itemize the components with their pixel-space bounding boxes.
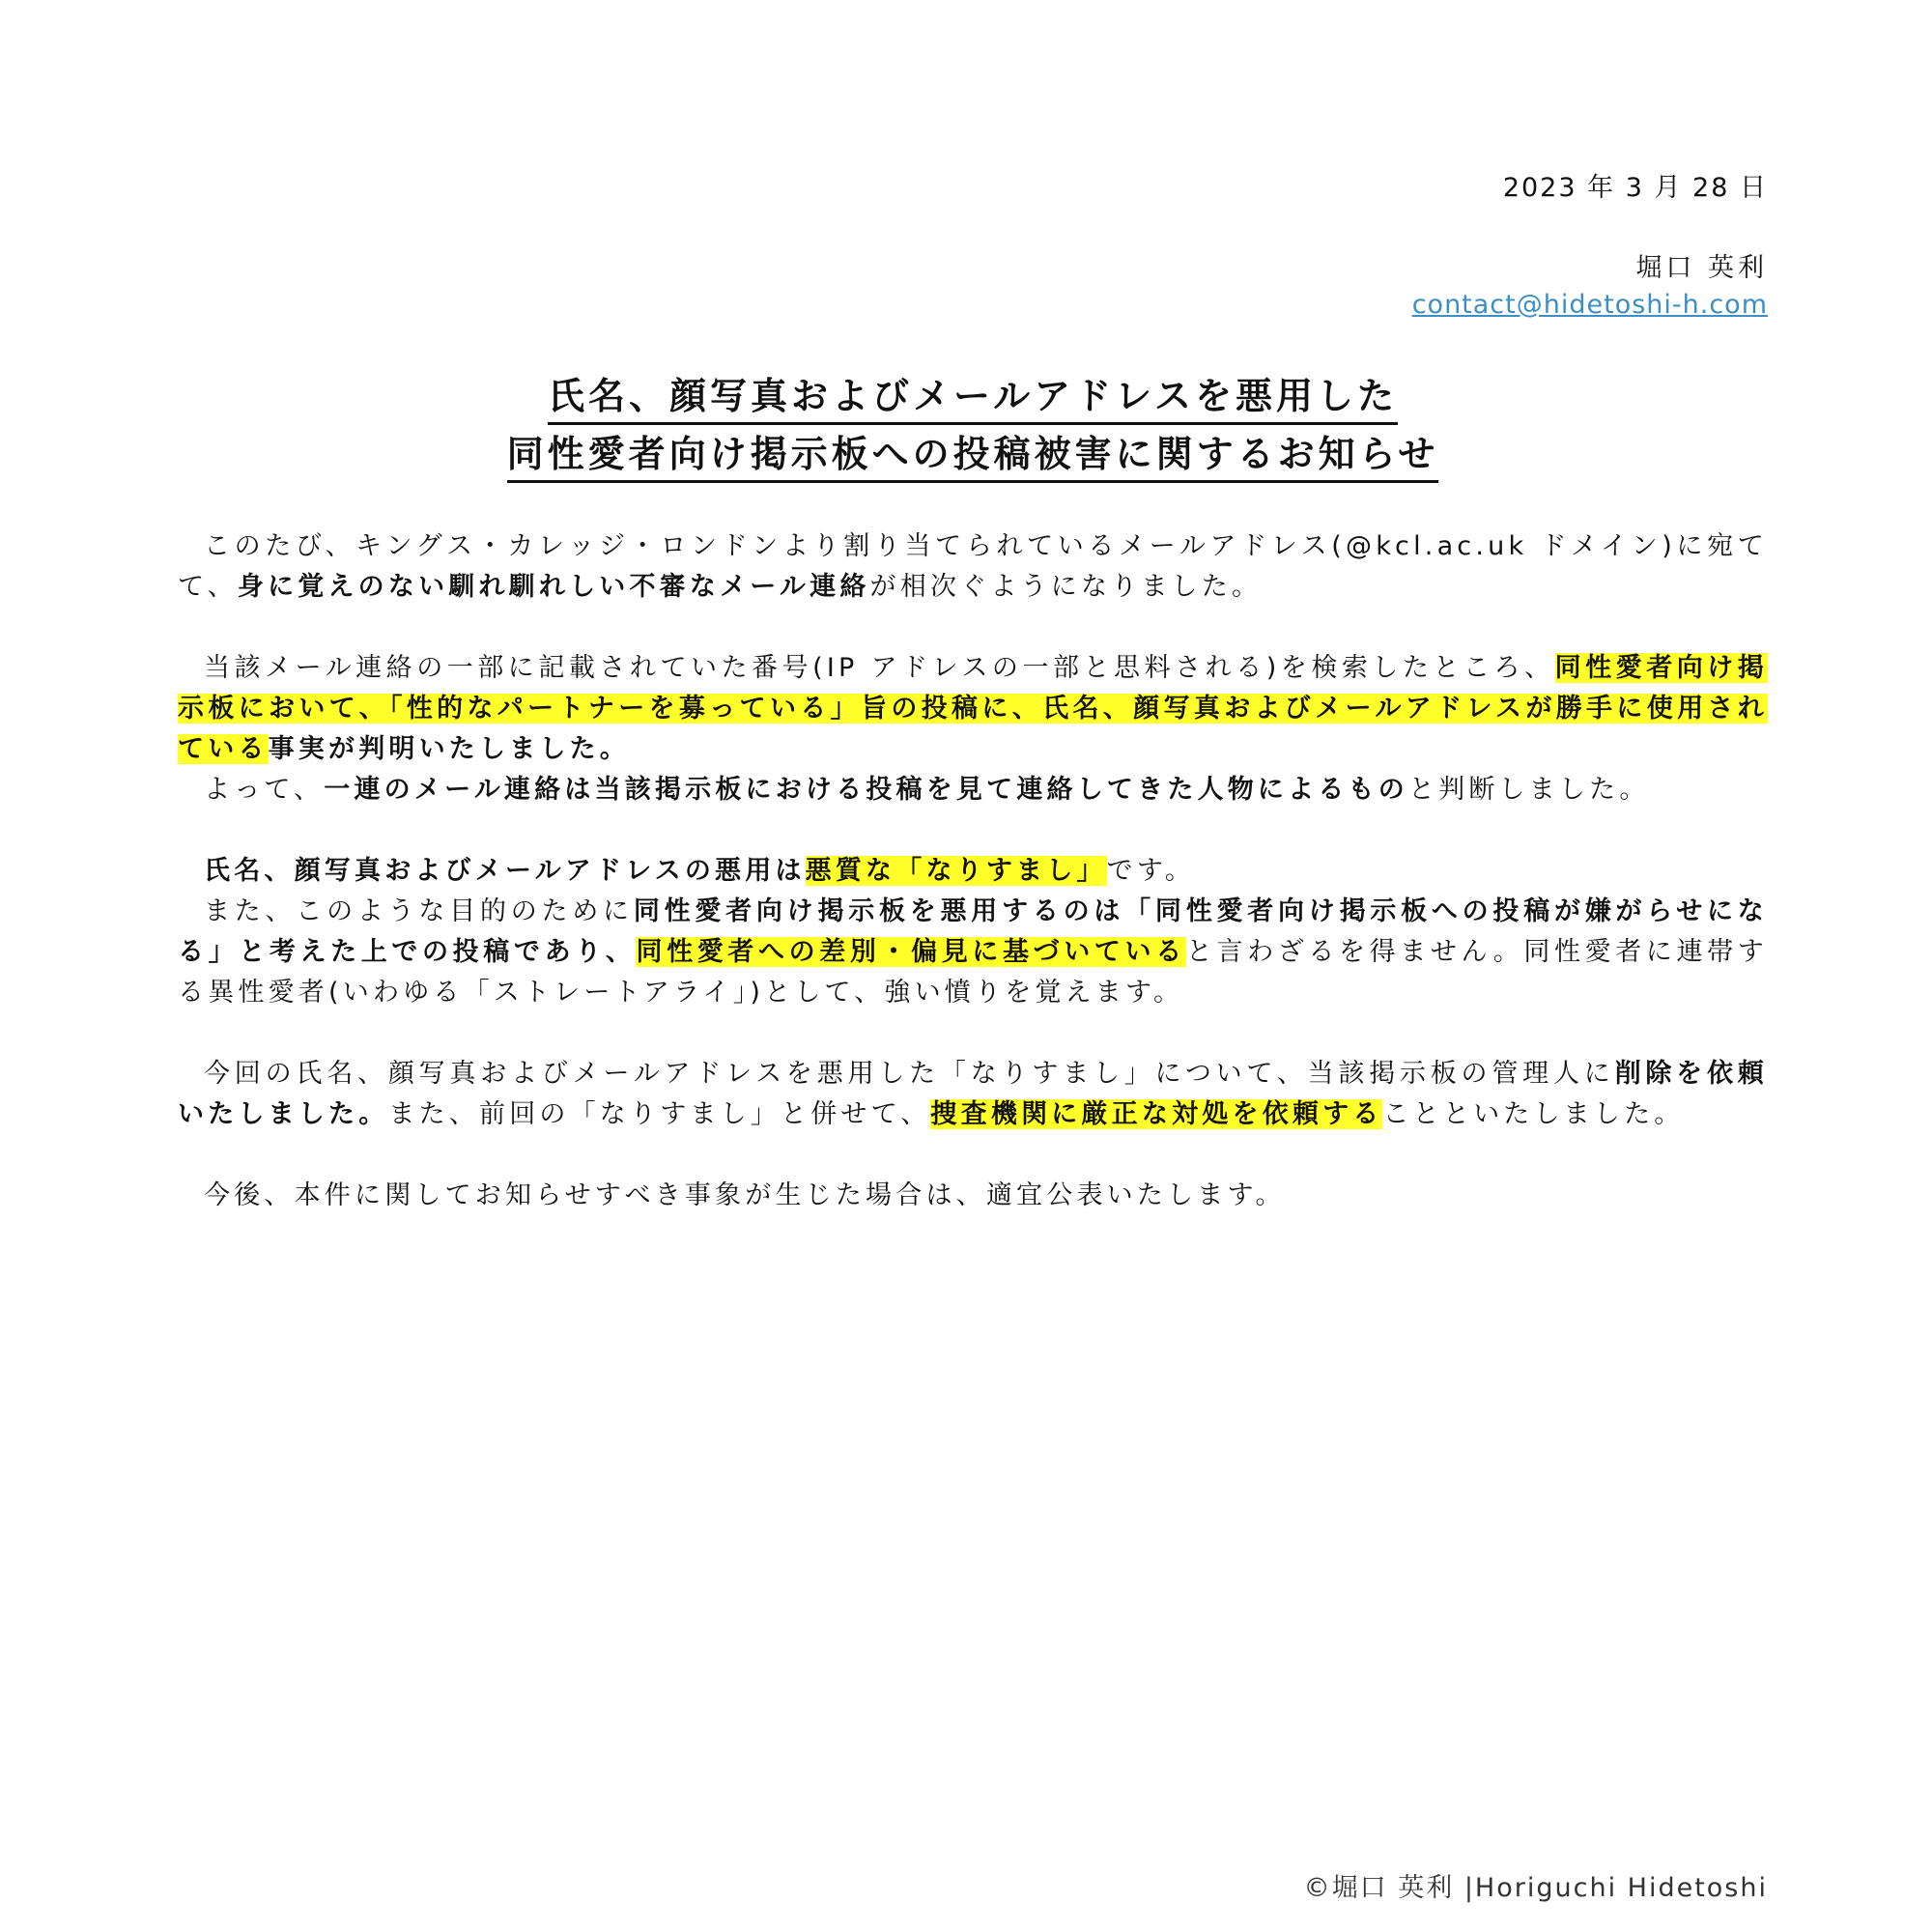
document-page xyxy=(178,0,1768,1932)
paragraph-2 xyxy=(178,648,1768,770)
document-date: 2023 年 3 月 28 日 xyxy=(1502,173,1768,203)
text-run: よって、 xyxy=(204,775,325,805)
paragraph-gap xyxy=(178,1135,1768,1176)
text-run: 今後、本件に関してお知らせすべき事象が生じた場合は、適宜公表いたします。 xyxy=(204,1180,1286,1210)
paragraph-3 xyxy=(178,770,1768,810)
text-run: と判断しました。 xyxy=(1407,775,1650,805)
text-run: と言わざるを得ません。同性愛者に連帯する異性愛者(いわゆる「ストレートアライ」)として、強い憤りを覚えます。 xyxy=(178,937,1769,1008)
highlighted-text: 同性愛者への差別・偏見に基づいている xyxy=(636,937,1186,967)
bold-text: 事実が判明いたしました。 xyxy=(268,734,631,764)
bold-text: 身に覚えのない馴れ馴れしい不審なメール連絡 xyxy=(237,572,870,602)
paragraph-gap xyxy=(178,608,1768,648)
paragraph-gap xyxy=(178,810,1768,851)
highlighted-text: 同性愛者向け掲示板において、「性的なパートナーを募っている」旨の投稿に、氏名、顔写真およびメールアドレスが勝手に使用されている xyxy=(178,653,1768,764)
title-line-1: 氏名、顔写真およびメールアドレスを悪用した xyxy=(548,370,1398,425)
bold-text: 氏名、顔写真およびメールアドレスの悪用は xyxy=(204,856,806,886)
paragraph-5 xyxy=(178,892,1768,1013)
bold-text: 削除を依頼いたしました。 xyxy=(178,1059,1768,1129)
paragraph-gap xyxy=(178,1013,1768,1054)
text-run: ことといたしました。 xyxy=(1382,1099,1685,1129)
highlighted-text: 捜査機関に厳正な対処を依頼する xyxy=(930,1099,1383,1129)
paragraph-7 xyxy=(178,1176,1768,1216)
text-run: また、このような目的のために xyxy=(204,896,634,926)
paragraph-4 xyxy=(178,851,1768,892)
text-run: が相次ぐようになりました。 xyxy=(869,572,1263,602)
bold-text: 一連のメール連絡は当該掲示板における投稿を見て連絡してきた人物によるもの xyxy=(324,775,1408,805)
paragraph-1 xyxy=(178,526,1768,608)
text-run: です。 xyxy=(1106,856,1196,886)
author-name: 堀口 英利 xyxy=(1635,253,1768,283)
document-title xyxy=(178,367,1768,483)
highlighted-text: 悪質な「なりすまし」 xyxy=(805,856,1107,886)
text-run: また、前回の「なりすまし」と併せて、 xyxy=(388,1099,931,1129)
footer-copyright: ©堀口 英利 |Horiguchi Hidetoshi xyxy=(1303,1873,1768,1903)
text-run: 当該メール連絡の一部に記載されていた番号(IP アドレスの一部と思料される)を検索したところ、 xyxy=(204,653,1555,683)
bold-text: 同性愛者向け掲示板を悪用するのは「同性愛者向け掲示板への投稿が嫌がらせになる」と考えた上での投稿であり、 xyxy=(178,896,1768,967)
title-line-2: 同性愛者向け掲示板への投稿被害に関するお知らせ xyxy=(507,428,1439,483)
text-run: 今回の氏名、顔写真およびメールアドレスを悪用した「なりすまし」について、当該掲示板の管理人に xyxy=(204,1059,1615,1089)
text-run: このたび、キングス・カレッジ・ロンドンより割り当てられているメールアドレス(@kcl.ac.uk ドメイン)に宛てて、 xyxy=(178,531,1768,602)
document-body xyxy=(178,526,1768,1216)
author-email-link[interactable]: contact@hidetoshi-h.com xyxy=(1411,290,1768,320)
paragraph-6 xyxy=(178,1054,1768,1135)
